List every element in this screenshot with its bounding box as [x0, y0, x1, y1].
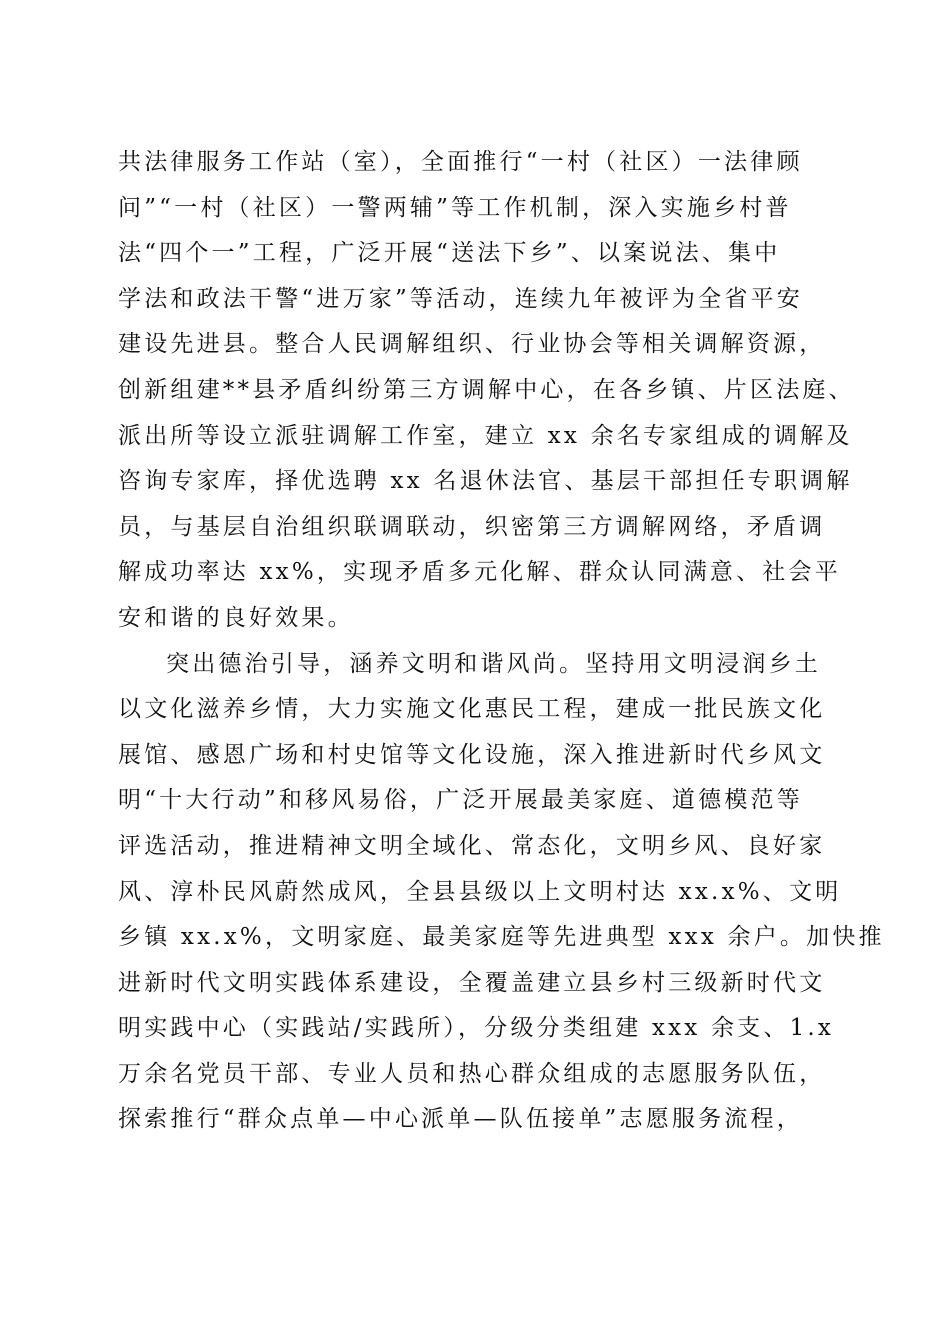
text-line: 创新组建**县矛盾纠纷第三方调解中心，在各乡镇、片区法庭、 — [118, 376, 855, 403]
text-line: 派出所等设立派驻调解工作室，建立 xx 余名专家组成的调解及 — [118, 422, 853, 449]
text-line: 员，与基层自治组织联调联动，织密第三方调解网络，矛盾调 — [118, 513, 826, 540]
text-line: 探索推行“群众点单—中心派单—队伍接单”志愿服务流程， — [118, 1106, 803, 1133]
text-line: 安和谐的良好效果。 — [118, 604, 354, 631]
text-line: 建设先进县。整合人民调解组织、行业协会等相关调解资源， — [118, 331, 826, 358]
text-line: 明“十大行动”和移风易俗，广泛开展最美家庭、道德模范等 — [118, 787, 803, 814]
text-line: 以文化滋养乡情，大力实施文化惠民工程，建成一批民族文化 — [118, 696, 826, 723]
text-line: 风、淳朴民风蔚然成风，全县县级以上文明村达 xx.x%、文明 — [118, 878, 842, 905]
text-line: 法“四个一”工程，广泛开展“送法下乡”、以案说法、集中 — [118, 240, 781, 267]
text-line: 乡镇 xx.x%，文明家庭、最美家庭等先进典型 xxx 余户。加快推 — [118, 924, 885, 951]
text-line: 共法律服务工作站（室），全面推行“一村（社区）一法律顾 — [118, 149, 803, 175]
text-line: 解成功率达 xx%，实现矛盾多元化解、群众认同满意、社会平 — [118, 559, 841, 586]
text-line: 评选活动，推进精神文明全域化、常态化，文明乡风、良好家 — [118, 832, 826, 859]
text-line: 进新时代文明实践体系建设，全覆盖建立县乡村三级新时代文 — [118, 969, 826, 996]
text-line: 学法和政法干警“进万家”等活动，连续九年被评为全省平安 — [118, 285, 803, 312]
text-line: 问”“一村（社区）一警两辅”等工作机制，深入实施乡村普 — [118, 194, 792, 221]
text-line: 展馆、感恩广场和村史馆等文化设施，深入推进新时代乡风文 — [118, 741, 826, 768]
text-line: 咨询专家库，择优选聘 xx 名退休法官、基层干部担任专职调解 — [118, 468, 853, 495]
body-text — [118, 140, 885, 1143]
text-line: 明实践中心（实践站/实践所），分级分类组建 xxx 余支、1.x — [118, 1015, 835, 1042]
text-line: 万余名党员干部、专业人员和热心群众组成的志愿服务队伍， — [118, 1060, 826, 1087]
paragraph-start-line: 突出德治引导，涵养文明和谐风尚。坚持用文明浸润乡土 — [166, 650, 821, 677]
